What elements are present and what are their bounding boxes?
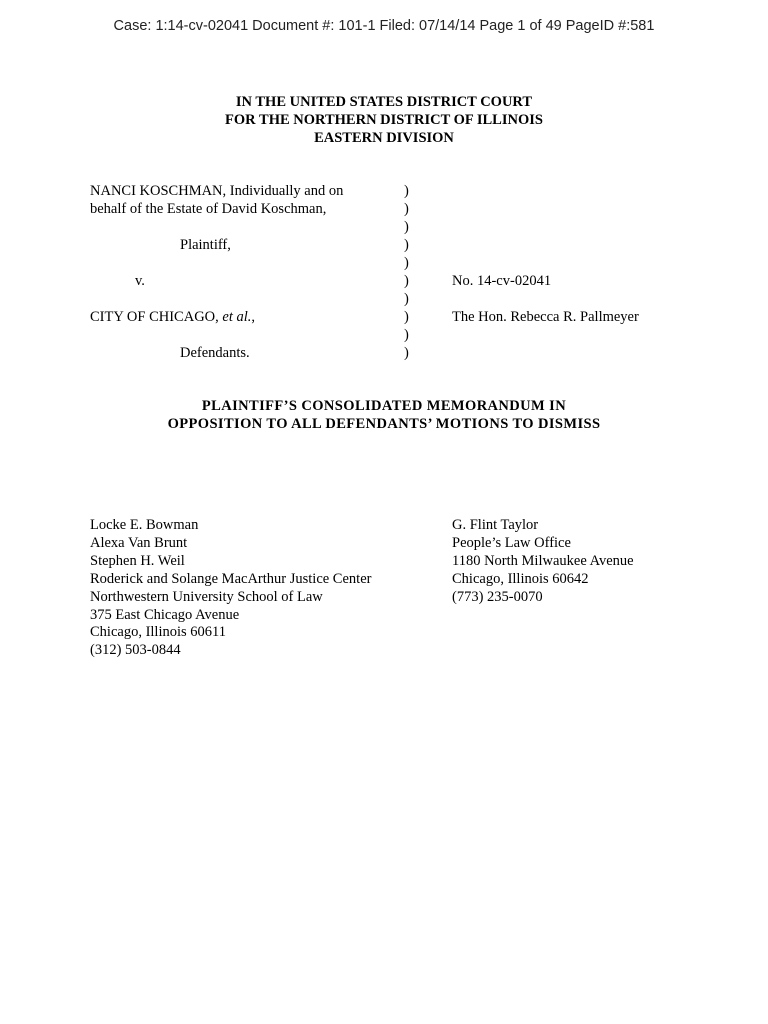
defendant-name xyxy=(90,308,400,326)
defendant-comma: , xyxy=(251,309,256,325)
judge-name: The Hon. Rebecca R. Pallmeyer xyxy=(452,309,639,325)
plaintiff-name-line-2: behalf of the Estate of David Koschman, xyxy=(90,201,327,217)
caption-paren: ) xyxy=(404,309,409,325)
counsel-right-line: 1180 North Milwaukee Avenue xyxy=(452,552,634,569)
court-line-3: EASTERN DIVISION xyxy=(314,130,454,146)
case-number: No. 14-cv-02041 xyxy=(452,273,552,289)
caption-paren: ) xyxy=(404,201,409,217)
caption-paren: ) xyxy=(404,237,409,253)
counsel-right-line: (773) 235-0070 xyxy=(452,588,543,605)
caption-spacer xyxy=(90,254,400,272)
court-line-1: IN THE UNITED STATES DISTRICT COURT xyxy=(235,94,533,110)
caption-spacer xyxy=(452,290,752,308)
counsel-left-line: Locke E. Bowman xyxy=(90,517,199,533)
caption-spacer xyxy=(90,290,400,308)
plaintiff-label: Plaintiff, xyxy=(180,237,231,253)
caption-paren: ) xyxy=(404,273,409,289)
document-title xyxy=(0,397,768,433)
counsel-right-line: Chicago, Illinois 60642 xyxy=(452,570,589,587)
document-title-line-2: OPPOSITION TO ALL DEFENDANTS’ MOTIONS TO DISMISS xyxy=(167,416,601,432)
caption-spacer xyxy=(90,326,400,344)
counsel-left-line: (312) 503-0844 xyxy=(90,642,181,659)
defendant-et-al: et al. xyxy=(222,309,252,325)
case-caption-details xyxy=(452,272,752,326)
caption-paren: ) xyxy=(404,219,409,235)
caption-paren: ) xyxy=(404,255,409,271)
defendant-name-text: CITY OF CHICAGO, xyxy=(90,309,223,325)
caption-paren: ) xyxy=(404,183,409,199)
filing-header: Case: 1:14-cv-02041 Document #: 101-1 Filed: 07/14/14 Page 1 of 49 PageID #:581 xyxy=(113,18,655,34)
counsel-block-right xyxy=(452,517,752,607)
court-heading xyxy=(0,93,768,147)
counsel-left-line: 375 East Chicago Avenue xyxy=(90,606,240,623)
counsel-left-line: Roderick and Solange MacArthur Justice Center xyxy=(90,570,372,587)
counsel-right-line: G. Flint Taylor xyxy=(452,517,539,533)
document-title-line-1: PLAINTIFF’S CONSOLIDATED MEMORANDUM IN xyxy=(201,398,567,414)
counsel-left-line: Northwestern University School of Law xyxy=(90,588,323,605)
counsel-left-line: Stephen H. Weil xyxy=(90,552,185,569)
caption-paren: ) xyxy=(404,291,409,307)
counsel-right-line: People’s Law Office xyxy=(452,534,571,551)
counsel-block-left xyxy=(90,517,420,660)
caption-paren: ) xyxy=(404,345,409,361)
caption-paren-column xyxy=(404,182,416,362)
plaintiff-name-line-1: NANCI KOSCHMAN, Individually and on xyxy=(90,183,344,199)
court-line-2: FOR THE NORTHERN DISTRICT OF ILLINOIS xyxy=(225,112,543,128)
counsel-left-line: Alexa Van Brunt xyxy=(90,534,188,551)
versus-label: v. xyxy=(135,273,145,289)
caption-paren: ) xyxy=(404,327,409,343)
caption-spacer xyxy=(90,218,400,236)
defendants-label: Defendants. xyxy=(180,345,250,361)
case-caption-parties xyxy=(90,182,400,362)
counsel-left-line: Chicago, Illinois 60611 xyxy=(90,624,226,641)
